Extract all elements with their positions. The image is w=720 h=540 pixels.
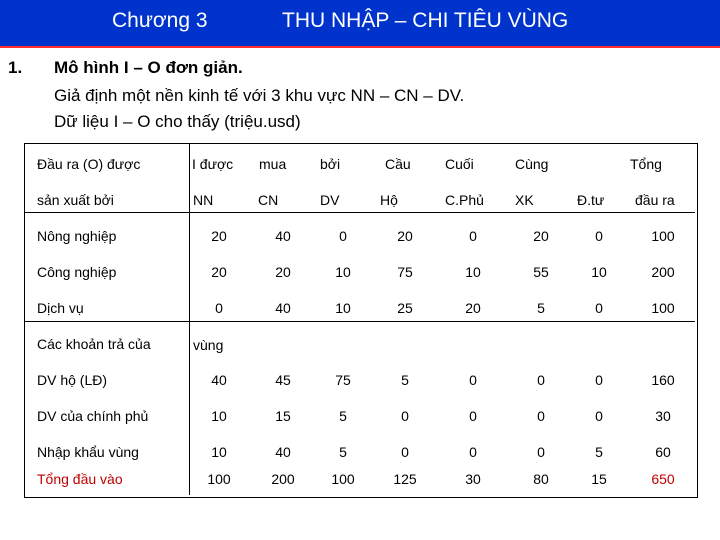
value-cell: 40 — [275, 228, 291, 244]
row-label: Nhập khẩu vùng — [37, 444, 139, 460]
slide-title: THU NHẬP – CHI TIÊU VÙNG — [282, 9, 569, 32]
value-cell: 25 — [397, 300, 413, 316]
value-cell: 100 — [651, 228, 675, 244]
value-cell: 0 — [339, 228, 347, 244]
header-top-cell: bởi — [320, 156, 341, 172]
header-bottom-cell: NN — [193, 192, 214, 208]
row-label: Nông nghiệp — [37, 228, 117, 244]
data-caption: Dữ liệu I – O cho thấy (triệu.usd) — [54, 112, 301, 131]
header-top-cell: Đầu ra (O) được — [37, 156, 141, 172]
header-divider — [25, 212, 695, 213]
slide-header — [0, 0, 720, 48]
header-top-cell: Cuối — [445, 156, 474, 172]
header-top-cell: Cùng — [515, 156, 549, 172]
payments-label-cont: vùng — [193, 337, 224, 353]
value-cell: 20 — [533, 228, 549, 244]
value-cell: 0 — [537, 372, 545, 388]
value-cell: 20 — [275, 264, 291, 280]
value-cell: 40 — [275, 300, 291, 316]
label-column-divider — [189, 144, 190, 495]
value-cell: 60 — [655, 444, 671, 460]
value-cell: 0 — [537, 444, 545, 460]
value-cell: 0 — [595, 228, 603, 244]
value-cell: 0 — [469, 372, 477, 388]
value-cell: 5 — [595, 444, 603, 460]
row-label: DV hộ (LĐ) — [37, 372, 108, 388]
header-bottom-cell: C.Phủ — [445, 192, 484, 208]
value-cell: 200 — [651, 264, 675, 280]
row-label: DV của chính phủ — [37, 408, 149, 424]
value-cell: 0 — [595, 300, 603, 316]
total-row-label: Tổng đầu vào — [37, 471, 123, 487]
value-cell: 10 — [465, 264, 481, 280]
value-cell: 0 — [401, 444, 409, 460]
value-cell: 10 — [211, 444, 227, 460]
value-cell: 0 — [469, 228, 477, 244]
header-bottom-cell: CN — [258, 192, 279, 208]
section-divider — [25, 321, 695, 322]
section-number: 1. — [8, 58, 23, 77]
header-top-cell: I được — [192, 156, 234, 172]
header-bottom-cell: XK — [515, 192, 534, 208]
total-value-cell: 100 — [331, 471, 355, 487]
value-cell: 5 — [537, 300, 545, 316]
total-value-cell: 30 — [465, 471, 481, 487]
chapter-label: Chương 3 — [112, 9, 208, 32]
value-cell: 40 — [275, 444, 291, 460]
value-cell: 45 — [275, 372, 291, 388]
row-label: Dịch vụ — [37, 300, 84, 316]
header-bottom-cell: Hộ — [380, 192, 398, 208]
value-cell: 0 — [215, 300, 223, 316]
value-cell: 20 — [211, 228, 227, 244]
value-cell: 30 — [655, 408, 671, 424]
total-value-cell: 100 — [207, 471, 231, 487]
value-cell: 0 — [595, 372, 603, 388]
value-cell: 20 — [397, 228, 413, 244]
total-value-cell: 200 — [271, 471, 295, 487]
total-value-cell: 125 — [393, 471, 417, 487]
header-bottom-cell: DV — [320, 192, 340, 208]
header-bottom-cell: đầu ra — [635, 192, 675, 208]
value-cell: 75 — [335, 372, 351, 388]
value-cell: 15 — [275, 408, 291, 424]
value-cell: 0 — [595, 408, 603, 424]
header-bottom-cell: sản xuất bởi — [37, 192, 114, 208]
total-value-cell: 15 — [591, 471, 607, 487]
value-cell: 20 — [465, 300, 481, 316]
assumption-text: Giả định một nền kinh tế với 3 khu vực NN – CN – DV. — [54, 86, 465, 105]
value-cell: 55 — [533, 264, 549, 280]
value-cell: 160 — [651, 372, 675, 388]
total-value-cell: 650 — [651, 471, 675, 487]
value-cell: 5 — [339, 408, 347, 424]
value-cell: 100 — [651, 300, 675, 316]
payments-label: Các khoản trả của — [37, 336, 151, 352]
header-bottom-cell: Đ.tư — [577, 192, 605, 208]
total-value-cell: 80 — [533, 471, 549, 487]
io-table — [24, 143, 698, 498]
value-cell: 0 — [401, 408, 409, 424]
header-top-cell: mua — [259, 156, 287, 172]
section-title: Mô hình I – O đơn giản. — [54, 58, 243, 77]
value-cell: 5 — [339, 444, 347, 460]
value-cell: 0 — [469, 408, 477, 424]
value-cell: 20 — [211, 264, 227, 280]
header-top-cell: Tổng — [630, 156, 662, 172]
value-cell: 10 — [335, 264, 351, 280]
header-top-cell: Cầu — [385, 156, 411, 172]
value-cell: 0 — [537, 408, 545, 424]
value-cell: 40 — [211, 372, 227, 388]
value-cell: 5 — [401, 372, 409, 388]
value-cell: 0 — [469, 444, 477, 460]
value-cell: 10 — [211, 408, 227, 424]
value-cell: 10 — [591, 264, 607, 280]
value-cell: 75 — [397, 264, 413, 280]
row-label: Công nghiệp — [37, 264, 117, 280]
value-cell: 10 — [335, 300, 351, 316]
